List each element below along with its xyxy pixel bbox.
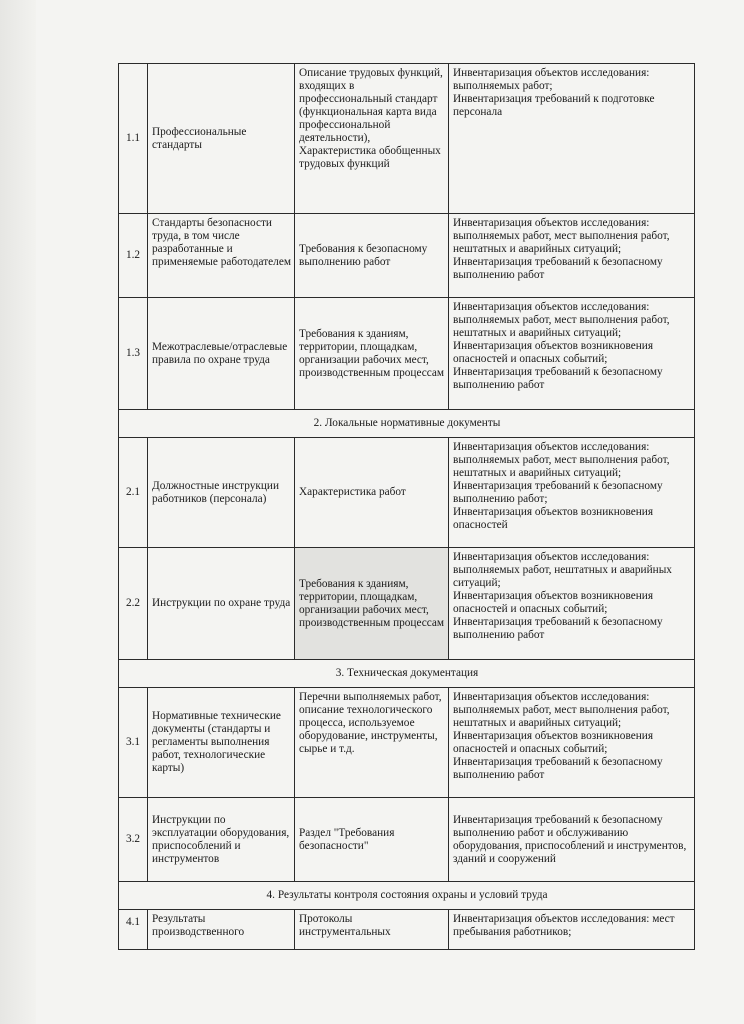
purpose-line: Инвентаризация требований к подготовке персонала xyxy=(453,93,655,118)
document-table xyxy=(118,63,695,950)
table-row xyxy=(119,910,695,950)
purpose-cell xyxy=(449,548,695,660)
purpose-line: Инвентаризация объектов исследования: выполняемых работ, мест выполнения работ, нештатных и аварийных ситуаций; xyxy=(453,691,670,729)
purpose-line: Инвентаризация объектов исследования: выполняемых работ, нештатных и аварийных ситуаций; xyxy=(453,551,672,589)
content-cell: Раздел "Требования безопасности" xyxy=(295,798,449,882)
row-number: 1.3 xyxy=(119,298,148,410)
purpose-cell xyxy=(449,214,695,298)
section-row xyxy=(119,882,695,910)
table-row xyxy=(119,214,695,298)
row-number: 4.1 xyxy=(119,910,148,950)
purpose-line: Инвентаризация объектов возникновения опасностей и опасных событий; xyxy=(453,590,654,615)
purpose-line: Инвентаризация объектов исследования: выполняемых работ, мест выполнения работ, нештатных и аварийных ситуаций; xyxy=(453,441,670,479)
row-number: 3.2 xyxy=(119,798,148,882)
content-cell: Описание трудовых функций, входящих в профессиональный стандарт (функциональная карта вида профессиональной деятельности), Характеристика обобщенных трудовых функций xyxy=(295,64,449,214)
table-row xyxy=(119,298,695,410)
content-cell: Требования к зданиям, территории, площадкам, организации рабочих мест, производственным процессам xyxy=(295,298,449,410)
purpose-cell xyxy=(449,64,695,214)
source-cell: Инструкции по охране труда xyxy=(148,548,295,660)
source-cell: Должностные инструкции работников (персонала) xyxy=(148,438,295,548)
purpose-line: Инвентаризация требований к безопасному выполнению работ; xyxy=(453,480,663,505)
purpose-line: Инвентаризация объектов исследования: мест пребывания работников; xyxy=(453,913,675,938)
purpose-line: Инвентаризация требований к безопасному выполнению работ xyxy=(453,616,663,641)
purpose-line: Инвентаризация требований к безопасному выполнению работ xyxy=(453,756,663,781)
content-cell: Протоколы инструментальных xyxy=(295,910,449,950)
source-cell: Инструкции по эксплуатации оборудования, приспособлений и инструментов xyxy=(148,798,295,882)
purpose-line: Инвентаризация объектов возникновения опасностей и опасных событий; xyxy=(453,340,654,365)
section-row xyxy=(119,410,695,438)
table-row xyxy=(119,798,695,882)
section-row xyxy=(119,660,695,688)
content-cell: Характеристика работ xyxy=(295,438,449,548)
scan-page-edge xyxy=(0,0,36,1024)
purpose-line: Инвентаризация объектов исследования: выполняемых работ, мест выполнения работ, нештатных и аварийных ситуаций; xyxy=(453,301,670,339)
section-heading: 3. Техническая документация xyxy=(119,660,695,688)
source-cell: Результаты производственного xyxy=(148,910,295,950)
table-row xyxy=(119,64,695,214)
purpose-line: Инвентаризация требований к безопасному выполнению работ и обслуживанию оборудования, приспособлений и инструментов, зданий и сооружений xyxy=(453,813,687,865)
row-number: 2.2 xyxy=(119,548,148,660)
purpose-cell xyxy=(449,910,695,950)
source-cell: Нормативные технические документы (стандарты и регламенты выполнения работ, технологические карты) xyxy=(148,688,295,798)
row-number: 2.1 xyxy=(119,438,148,548)
purpose-line: Инвентаризация объектов исследования: выполняемых работ, мест выполнения работ, нештатных и аварийных ситуаций; xyxy=(453,217,670,255)
source-cell: Профессиональные стандарты xyxy=(148,64,295,214)
table-row xyxy=(119,688,695,798)
purpose-line: Инвентаризация требований к безопасному выполнению работ xyxy=(453,366,663,391)
purpose-line: Инвентаризация объектов возникновения опасностей и опасных событий; xyxy=(453,730,654,755)
content-cell: Требования к зданиям, территории, площадкам, организации рабочих мест, производственным процессам xyxy=(295,548,449,660)
content-cell: Перечни выполняемых работ, описание технологического процесса, используемое оборудование, инструменты, сырье и т.д. xyxy=(295,688,449,798)
purpose-cell xyxy=(449,438,695,548)
table-row xyxy=(119,438,695,548)
purpose-line: Инвентаризация объектов исследования: выполняемых работ; xyxy=(453,67,650,92)
content-cell: Требования к безопасному выполнению работ xyxy=(295,214,449,298)
purpose-cell xyxy=(449,688,695,798)
purpose-cell xyxy=(449,298,695,410)
section-heading: 2. Локальные нормативные документы xyxy=(119,410,695,438)
purpose-line: Инвентаризация объектов возникновения опасностей xyxy=(453,506,654,531)
row-number: 1.1 xyxy=(119,64,148,214)
table-row xyxy=(119,548,695,660)
source-cell: Межотраслевые/отраслевые правила по охране труда xyxy=(148,298,295,410)
source-cell: Стандарты безопасности труда, в том числе разработанные и применяемые работодателем xyxy=(148,214,295,298)
section-heading: 4. Результаты контроля состояния охраны и условий труда xyxy=(119,882,695,910)
row-number: 1.2 xyxy=(119,214,148,298)
purpose-cell xyxy=(449,798,695,882)
row-number: 3.1 xyxy=(119,688,148,798)
purpose-line: Инвентаризация требований к безопасному выполнению работ xyxy=(453,256,663,281)
